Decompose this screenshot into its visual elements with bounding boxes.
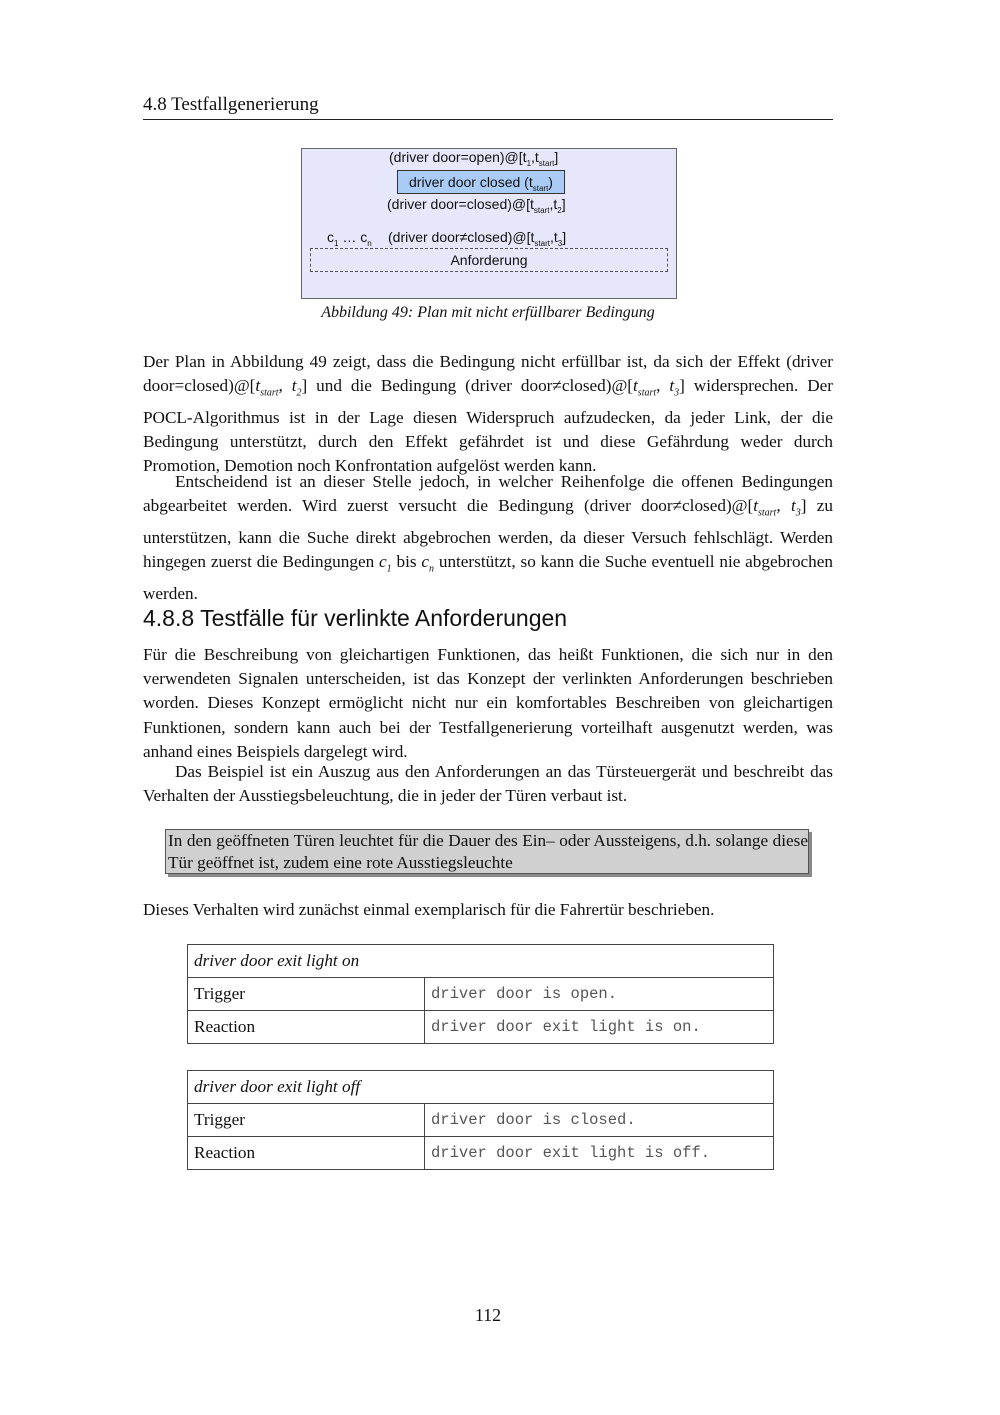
figure-action-box: driver door closed $(t_{start})$ bbox=[397, 170, 565, 194]
table-title: driver door exit light on bbox=[188, 945, 774, 978]
math-cn: $c_n$ bbox=[421, 552, 435, 575]
paragraph-2: Entscheidend ist an dieser Stelle jedoch, in welcher Reihenfolge die offenen Bedingungen abgearbeitet werden. Wird zuerst versucht die Bedingung (driver $door\ne closed)@[t_{start}$, $t_3$] zu unterstützen, kann die Suche direkt abgebrochen werden, da dieser Versuch fehlschlägt. Werden hingegen zuerst die Bedingungen $c_1$ bis $c_n$ unterstützt, so kann die Suche eventuell nie abgebrochen werden. bbox=[143, 472, 833, 603]
table-row bbox=[188, 1011, 774, 1044]
paragraph-3: Für die Beschreibung von gleichartigen Funktionen, das heißt Funktionen, die sich nur in den verwendeten Signalen unterscheiden, ist das Konzept der verlinkten Anforderungen beschrieben worden. Dieses Konzept ermöglicht nicht nur ein komfortables Beschreiben von gleichartigen Funktionen, sondern kann auch bei der Testfallgenerierung vorteilhaft ausgenutzt werden, was anhand eines Beispiels dargelegt wird. bbox=[143, 645, 833, 761]
math-c1: $c_1$ bbox=[379, 552, 392, 575]
math-tstart-t3: $t_{start}$, $t_3$ bbox=[753, 496, 801, 519]
running-header: 4.8 Testfallgenerierung bbox=[143, 94, 833, 120]
table-row bbox=[188, 1137, 774, 1170]
math-tstart: $t_{start}$, $t_2$ bbox=[255, 376, 302, 399]
table-value: driver door exit light is off. bbox=[425, 1137, 774, 1170]
table-value: driver door exit light is on. bbox=[425, 1011, 774, 1044]
table-label: Reaction bbox=[188, 1011, 425, 1044]
table-row bbox=[188, 978, 774, 1011]
figure-effect: (driver $door=closed)@[t_{start},t_2]$ bbox=[387, 196, 566, 215]
figure-conditions: $c_1$ … $c_n$ bbox=[327, 229, 372, 248]
paragraph-5: Dieses Verhalten wird zunächst einmal exemplarisch für die Fahrertür beschrieben. bbox=[143, 900, 715, 919]
paragraph-1: Der Plan in Abbildung 49 zeigt, dass die Bedingung nicht erfüllbar ist, da sich der Effekt (driver $door=closed)@[t_{start}$, $t_2$] und die Bedingung (driver $door\ne closed)@[t_{start}$, $t_3$] widersprechen. Der POCL-Algorithmus ist in der Lage diesen Widerspruch aufzudecken, da jeder Link, der die Bedingung unterstützt, durch den Effekt gefährdet ist und diese Gefährdung weder durch Promotion, Demotion noch Konfrontation aufgelöst werden kann. bbox=[143, 352, 834, 476]
paragraph-4: Das Beispiel ist ein Auszug aus den Anforderungen an das Türsteuergerät und beschreibt das Verhalten der Ausstiegsbeleuchtung, die in jeder der Türen verbaut ist. bbox=[143, 762, 833, 806]
plan-figure bbox=[301, 148, 677, 299]
page-number: 112 bbox=[474, 1305, 502, 1325]
table-label: Reaction bbox=[188, 1137, 425, 1170]
section-heading: 4.8.8 Testfälle für verlinkte Anforderungen bbox=[143, 605, 568, 631]
requirement-table-off bbox=[187, 1070, 774, 1170]
table-label: Trigger bbox=[188, 978, 425, 1011]
table-row bbox=[188, 1071, 774, 1104]
figure-precondition: (driver $door=open)@[t_1,t_{start}]$ bbox=[389, 149, 559, 168]
table-row bbox=[188, 945, 774, 978]
requirement-quote: In den geöffneten Türen leuchtet für die Dauer des Ein– oder Aussteigens, d.h. solange diese Tür geöffnet ist, zudem eine rote Ausstiegsleuchte bbox=[165, 829, 809, 874]
table-row bbox=[188, 1104, 774, 1137]
table-value: driver door is closed. bbox=[425, 1104, 774, 1137]
table-title: driver door exit light off bbox=[188, 1071, 774, 1104]
requirement-table-on bbox=[187, 944, 774, 1044]
figure-condition: (driver $door\ne closed)@[t_{start},t_3]$ bbox=[388, 229, 567, 248]
figure-caption: Abbildung 49: Plan mit nicht erfüllbarer Bedingung bbox=[321, 304, 655, 321]
figure-goal-box: Anforderung bbox=[310, 248, 668, 272]
table-label: Trigger bbox=[188, 1104, 425, 1137]
table-value: driver door is open. bbox=[425, 978, 774, 1011]
math-tstart-t3: $t_{start}$, $t_3$ bbox=[633, 376, 680, 399]
